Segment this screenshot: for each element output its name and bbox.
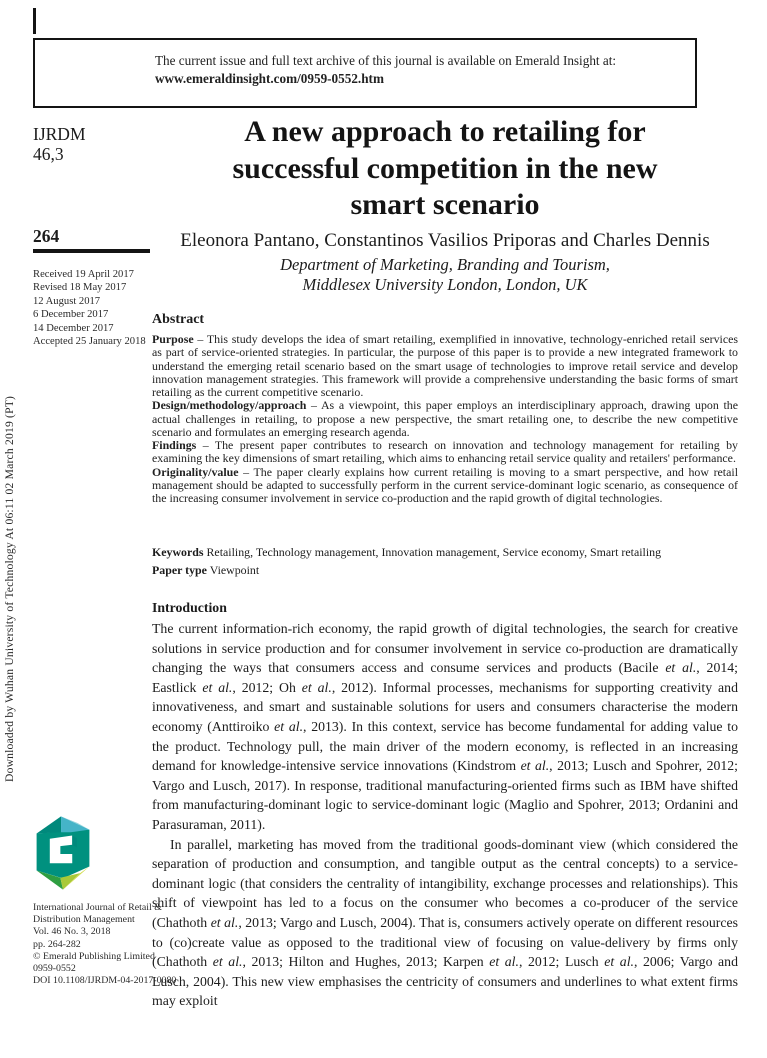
originality-text: – The paper clearly explains how current retailing is moving to a smart perspective, and how retail management should be adapted to successfully perform in the current service-dominant logic scenario, as consequence of the increasing consumer involvement in service co-production and the rapid growth of digital technologies. xyxy=(152,464,738,505)
introduction-paragraph-2: In parallel, marketing has moved from the traditional goods-dominant view (which considered the separation of production and consumption, and tangible output as the central concepts) to a service-dominant logic (that considers the centrality of intangibility, exchange processes and relationships). This shift of viewpoint has led to a focus on the consumer who becomes a co-producer of the service (Chathoth et al., 2013; Vargo and Lusch, 2004). That is, consumers actively operate on different resources to (co)create value as opposed to the traditional view of focusing on value-delivery by firms only (Chathoth et al., 2013; Hilton and Hughes, 2013; Karpen et al., 2012; Lusch et al., 2006; Vargo and Lusch, 2004). This new view emphasises the centricity of consumers and underlines to what extent firms may exploit xyxy=(152,836,738,1009)
scan-artifact-mark xyxy=(33,8,36,34)
journal-abbreviation xyxy=(33,124,86,164)
article-history xyxy=(33,268,146,348)
keywords-label: Keywords xyxy=(152,545,204,559)
history-line: Received 19 April 2017 xyxy=(33,269,134,280)
doi-line: DOI 10.1108/IJRDM-04-2017-0080 xyxy=(33,975,177,987)
journal-url: www.emeraldinsight.com/0959-0552.htm xyxy=(155,70,384,86)
introduction-body xyxy=(152,619,738,1011)
article-title xyxy=(152,114,738,224)
abstract-heading: Abstract xyxy=(152,312,205,327)
findings-label: Findings xyxy=(152,438,197,452)
paper-type-text: Viewpoint xyxy=(206,563,260,577)
affiliation-line: Department of Marketing, Branding and Tourism, xyxy=(280,255,610,274)
purpose-text: – This study develops the idea of smart retailing, exemplified in innovative, technology-enriched retail services as part of service-oriented strategies. In particular, the purpose of this paper is to provide a new integrated framework to understand the emerging retail scenario based on the smart usage of technologies to improve retail service and develop innovation management strategies. This framework will provide a comprehensive understanding the basic forms of smart retailing as the current competitive scenario. xyxy=(152,332,738,399)
history-line: 14 December 2017 xyxy=(33,322,114,334)
affiliation-line: Middlesex University London, London, UK xyxy=(302,274,588,294)
imprint-line: International Journal of Retail & xyxy=(33,902,162,913)
title-line: successful competition in the new xyxy=(232,151,658,185)
abstract-body xyxy=(152,333,738,505)
paper-type-line xyxy=(152,564,738,577)
paper-type-label: Paper type xyxy=(152,563,207,577)
abstract-design xyxy=(152,399,738,439)
emerald-logo-icon xyxy=(30,810,96,896)
journal-abbrev-name: IJRDM xyxy=(33,124,86,144)
download-watermark: Downloaded by Wuhan University of Technology At 06:11 02 March 2019 (PT) xyxy=(3,395,16,782)
logo-facet-top-right xyxy=(61,816,89,832)
design-label: Design/methodology/approach xyxy=(152,398,307,413)
keywords-text: Retailing, Technology management, Innovation management, Service economy, Smart retailing xyxy=(203,545,662,559)
design-text: – As a viewpoint, this paper employs an interdisciplinary approach, drawing upon the actual challenges in retailing, to propose a new perspective, the smart retailing one, to describe the new competitive scenario and formulates an emerging research agenda. xyxy=(152,398,738,439)
author-affiliation xyxy=(152,255,738,294)
journal-issue: 46,3 xyxy=(33,144,64,164)
availability-banner xyxy=(33,38,697,108)
history-line: 12 August 2017 xyxy=(33,295,101,307)
logo-facet-top-left xyxy=(37,816,61,833)
purpose-label: Purpose xyxy=(152,332,194,346)
imprint-line: © Emerald Publishing Limited xyxy=(33,950,155,962)
originality-label: Originality/value xyxy=(152,464,239,479)
introduction-paragraph-1: The current information-rich economy, the rapid growth of digital technologies, the search for creative solutions in service production and for consumer involvement in service co-production are dramatically changing the ways that consumers access and consume services and products (Bacile et al., 2014; Eastlick et al., 2012; Oh et al., 2012). Informal processes, mechanisms for supporting creativity and innovativeness, and smart and sustainable solutions for users and consumers characterise the modern economy (Anttiroiko et al., 2013). In this context, service has become fundamental for adding value to the product. Technology pull, the main driver of the modern economy, is reflected in an increasing demand for knowledge-intensive service innovations (Kindstrom et al., 2013; Lusch and Spohrer, 2012; Vargo and Lusch, 2017). In response, traditional manufacturing-oriented firms such as IBM have shifted from manufacturing-dominant logic to service-dominant logic (Maglio and Spohrer, 2013; Ordanini and Parasuraman, 2011). xyxy=(152,621,739,832)
imprint-line: pp. 264-282 xyxy=(33,938,81,950)
introduction-heading: Introduction xyxy=(152,600,227,615)
findings-text: – The present paper contributes to research on innovation and technology management for retailing by examining the key dimensions of smart retailing, which aims to enhancing retail service quality and retailers' performance. xyxy=(152,438,738,466)
availability-text: The current issue and full text archive of this journal is available on Emerald Insight at: xyxy=(155,53,617,68)
page-number: 264 xyxy=(33,226,60,246)
title-line: smart scenario xyxy=(350,188,540,221)
sidebar-rule xyxy=(33,249,150,253)
history-line: Revised 18 May 2017 xyxy=(33,282,127,294)
author-names: Eleonora Pantano, Constantinos Vasilios Priporas and Charles Dennis xyxy=(180,230,710,251)
title-line: A new approach to retailing for xyxy=(244,115,646,148)
keywords-line xyxy=(152,546,738,559)
history-line: 6 December 2017 xyxy=(33,309,109,321)
abstract-findings xyxy=(152,439,738,466)
abstract-originality xyxy=(152,466,738,506)
imprint-line: Distribution Management xyxy=(33,914,135,926)
imprint-line: 0959-0552 xyxy=(33,963,76,975)
abstract-purpose xyxy=(152,333,738,399)
history-line: Accepted 25 January 2018 xyxy=(33,336,146,348)
imprint-line: Vol. 46 No. 3, 2018 xyxy=(33,926,111,938)
